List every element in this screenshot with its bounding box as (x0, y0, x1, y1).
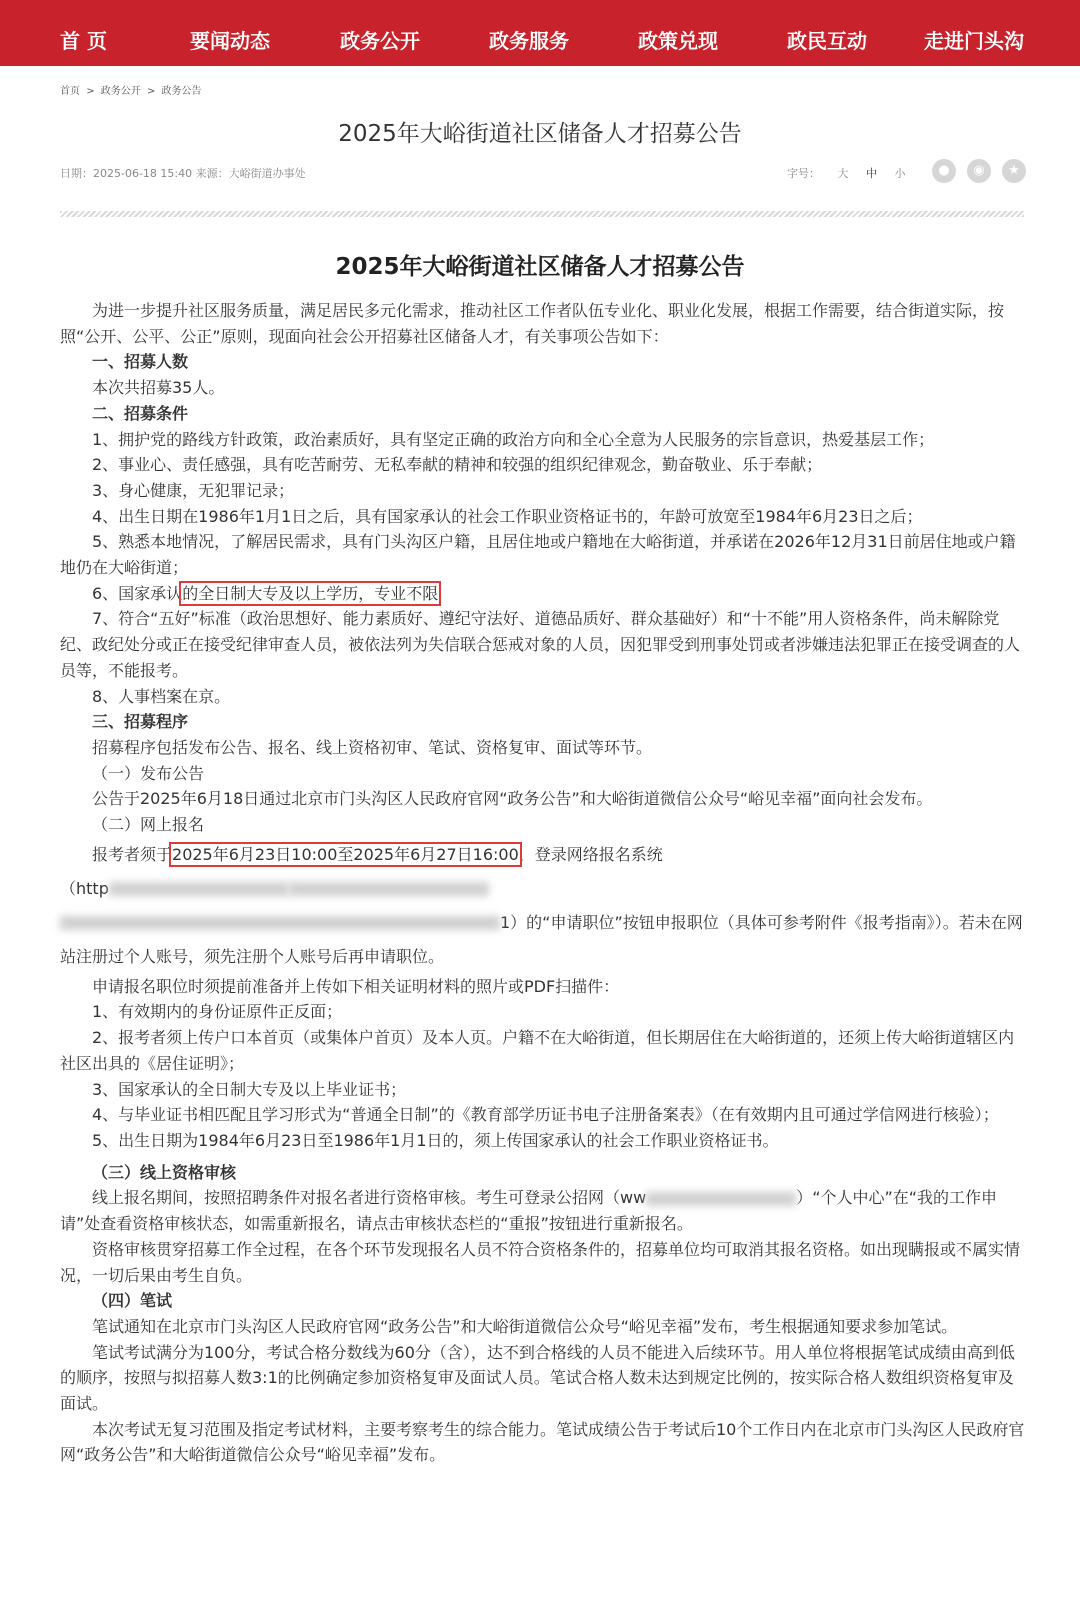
font-size-small-button[interactable]: 小 (894, 167, 906, 180)
condition-item: 8、人事档案在京。 (92, 686, 231, 706)
breadcrumb-announcements[interactable]: 政务公告 (161, 86, 202, 97)
paragraph-text: ）“个人中心”在“我的工作申请”处查看资格审核状态，如需重新报名，请点击审核状态栏的“重报”按钮进行重新报名。 (60, 1188, 998, 1234)
condition-item: 3、身心健康，无犯罪记录； (92, 480, 295, 500)
breadcrumb-separator: > (146, 86, 156, 97)
paragraph: 招募程序包括发布公告、报名、线上资格初审、笔试、资格复审、面试等环节。 (92, 737, 653, 757)
section-divider (60, 211, 1024, 217)
redacted-url (109, 882, 289, 896)
material-item: 4、与毕业证书相匹配且学习形式为“普通全日制”的《教育部学历证书电子注册备案表》（在有效期内且可通过学信网进行核验）； (92, 1105, 999, 1125)
weibo-icon[interactable]: ◉ (967, 159, 991, 183)
intro-paragraph: 为进一步提升社区服务质量，满足居民多元化需求，推动社区工作者队伍专业化、职业化发展，根据工作需要，结合街道实际，按照“公开、公平、公正”原则，现面向社会公开招募社区储备人才，有关事项公告如下： (60, 301, 1005, 346)
condition-item: 5、熟悉本地情况，了解居民需求，具有门头沟区户籍，且居住地或户籍地在大峪街道，并承诺在2026年12月31日前居住地或户籍地仍在大峪街道； (60, 532, 1016, 578)
material-item: 2、报考者须上传户口本首页（或集体户首页）及本人页。户籍不在大峪街道，但长期居住在大峪街道的，还须上传大峪街道辖区内社区出具的《居住证明》； (60, 1028, 1015, 1073)
article-body (60, 298, 1026, 1468)
nav-item-policy[interactable]: 政策兑现 (638, 29, 718, 53)
subsection-heading: （二）网上报名 (92, 815, 205, 835)
material-item: 1、有效期内的身份证原件正反面； (92, 1002, 343, 1022)
paragraph: 本次考试无复习范围及指定考试材料，主要考察考生的综合能力。笔试成绩公告于考试后10个工作日内在北京市门头沟区人民政府官网“政务公告”和大峪街道微信公众号“峪见幸福”发布。 (60, 1419, 1025, 1465)
registration-link[interactable] (60, 872, 1026, 906)
nav-item-home[interactable]: 首 页 (60, 29, 107, 53)
paragraph-text: 报考者须于 (92, 844, 173, 864)
redacted-url (646, 1192, 796, 1206)
paragraph (60, 1185, 1026, 1236)
nav-item-news[interactable]: 要闻动态 (190, 29, 270, 53)
condition-item: 4、出生日期在1986年1月1日之后，具有国家承认的社会工作职业资格证书的，年龄可放宽至1984年6月23日之后； (92, 506, 923, 526)
subsection-heading: （三）线上资格审核 (92, 1162, 237, 1182)
paragraph-text: ，登录网络报名系统 (518, 844, 663, 864)
condition-item: 7、符合“五好”标准（政治思想好、能力素质好、遵纪守法好、道德品质好、群众基础好）和“十不能”用人资格条件，尚未解除党纪、政纪处分或正在接受纪律审查人员，被依法列为失信联合惩戒对象的人员，因犯罪受到刑事处罚或者涉嫌违法犯罪正在接受调查的人员等，不能报考。 (60, 609, 1021, 680)
material-item: 5、出生日期为1984年6月23日至1986年1月1日的，须上传国家承认的社会工作职业资格证书。 (92, 1130, 779, 1150)
material-item: 3、国家承认的全日制大专及以上毕业证书； (92, 1079, 407, 1099)
subsection-heading: （四）笔试 (92, 1291, 173, 1311)
paragraph: 公告于2025年6月18日通过北京市门头沟区人民政府官网“政务公告”和大峪街道微信公众号“峪见幸福”面向社会发布。 (92, 789, 933, 809)
article-meta: 日期：2025-06-18 15:40 来源：大峪街道办事处 (60, 167, 306, 180)
breadcrumb-separator: > (86, 86, 95, 97)
redacted-url (60, 916, 500, 930)
section-heading: 三、招募程序 (92, 712, 189, 732)
condition-item: 2、事业心、责任感强，具有吃苦耐劳、无私奉献的精神和较强的组织纪律观念，勤奋敬业、乐于奉献； (92, 455, 823, 475)
paragraph: 笔试考试满分为100分，考试合格分数线为60分（含），达不到合格线的人员不能进入后续环节。用人单位将根据笔试成绩由高到低的顺序，按照与拟招募人数3:1的比例确定参加资格复审及面试人员。笔试合格人数未达到规定比例的，按实际合格人数组织资格复审及面试。 (60, 1342, 1015, 1414)
highlight-box-registration-time: 2025年6月23日10:00至2025年6月27日16:00 (172, 844, 519, 864)
subsection-heading: （一）发布公告 (92, 763, 205, 783)
section-heading: 一、招募人数 (92, 352, 189, 372)
paragraph: 资格审核贯穿招募工作全过程，在各个环节发现报名人员不符合资格条件的，招募单位均可取消其报名资格。如出现瞒报或不属实情况，一切后果由考生自负。 (60, 1239, 1021, 1285)
highlight-box-education: 的全日制大专及以上学历，专业不限 (182, 583, 439, 603)
nav-item-gov-service[interactable]: 政务服务 (489, 29, 569, 53)
nav-item-gov-affairs[interactable]: 政务公开 (340, 29, 420, 53)
nav-item-interaction[interactable]: 政民互动 (787, 29, 867, 53)
paragraph-text: 1）的“申请职位”按钮申报职位（具体可参考附件《报考指南》）。若未在网站注册过个人账号，须先注册个人账号后再申请职位。 (60, 912, 1023, 966)
paragraph: 本次共招募35人。 (92, 378, 225, 398)
favorite-icon[interactable]: ★ (1002, 159, 1026, 183)
document-title: 2025年大峪街道社区储备人才招募公告 (335, 254, 745, 280)
section-heading: 二、招募条件 (92, 403, 189, 423)
font-size-label: 字号： (787, 167, 820, 180)
paragraph: 笔试通知在北京市门头沟区人民政府官网“政务公告”和大峪街道微信公众号“峪见幸福”发布，考生根据通知要求参加笔试。 (92, 1316, 958, 1336)
paragraph: 申请报名职位时须提前准备并上传如下相关证明材料的照片或PDF扫描件： (92, 976, 620, 996)
paragraph-text: 线上报名期间，按照招聘条件对报名者进行资格审核。考生可登录公招网（ww (92, 1188, 647, 1208)
paragraph (60, 906, 1026, 974)
font-size-switcher (787, 165, 906, 181)
page-title: 2025年大峪街道社区储备人才招募公告 (338, 121, 742, 147)
condition-item (60, 581, 1026, 607)
nav-item-about[interactable]: 走进门头沟 (924, 29, 1024, 53)
link-text: （http (60, 878, 109, 898)
breadcrumb-home[interactable]: 首页 (60, 86, 80, 97)
font-size-large-button[interactable]: 大 (837, 167, 849, 180)
redacted-url (289, 882, 489, 896)
wechat-icon[interactable]: ● (932, 159, 956, 183)
font-size-medium-button[interactable]: 中 (866, 167, 877, 180)
condition-text: 6、国家承认 (92, 583, 183, 603)
breadcrumb (60, 82, 205, 97)
paragraph (60, 838, 1026, 872)
breadcrumb-gov-affairs[interactable]: 政务公开 (100, 86, 141, 97)
top-nav (0, 0, 1080, 66)
condition-item: 1、拥护党的路线方针政策，政治素质好，具有坚定正确的政治方向和全心全意为人民服务的宗旨意识，热爱基层工作； (92, 429, 935, 449)
